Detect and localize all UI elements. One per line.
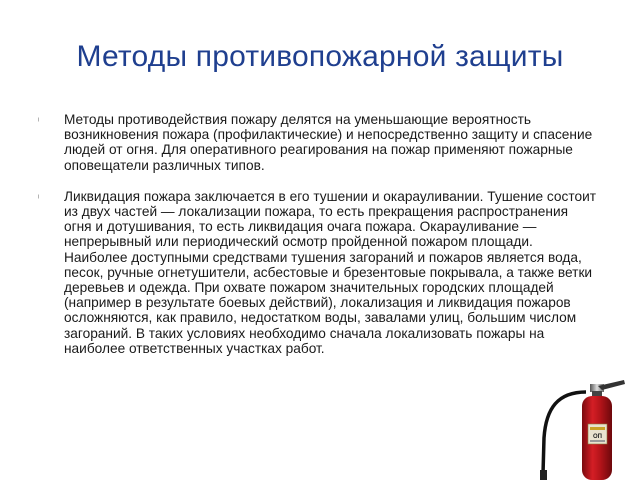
label-text: ОП bbox=[593, 434, 602, 440]
nozzle bbox=[540, 470, 547, 480]
bullet-item bbox=[38, 189, 598, 356]
bullet-text: Методы противодействия пожару делятся на уменьшающие вероятность возникновения пожара (профилактические) и непосредственно защиту и спасение людей от огня. Для оперативного реагирования на пожар применяют пожарные оповещатели различных типов. bbox=[64, 112, 593, 173]
bullet-text: Ликвидация пожара заключается в его тушении и окарауливании. Тушение состоит из двух частей — локализации пожара, то есть прекращения распространения огня и дотушивания, то есть ликвидация очага пожара. Окарауливание — непрерывный или периодический осмотр пройденной пожаром площади. Наиболее доступными средствами тушения загораний и пожаров является вода, песок, ручные огнетушители, асбестовые и брезентовые покрывала, а также ветки деревьев и одежда. При охвате пожаром значительных городских площадей (например в результате боевых действий), локализация и ликвидация пожаров осложняются, как правило, недостатком воды, завалами улиц, большим числом загораний. В таких условиях необходимо сначала локализовать пожары на наиболее ответственных участках работ. bbox=[64, 188, 596, 356]
bullet-list bbox=[38, 112, 598, 372]
label-line bbox=[590, 440, 605, 442]
hose bbox=[543, 392, 586, 474]
slide-title: Методы противопожарной защиты bbox=[76, 40, 564, 73]
label-stripe bbox=[590, 427, 605, 430]
fire-extinguisher-icon bbox=[528, 378, 640, 480]
bullet-item bbox=[38, 112, 598, 173]
